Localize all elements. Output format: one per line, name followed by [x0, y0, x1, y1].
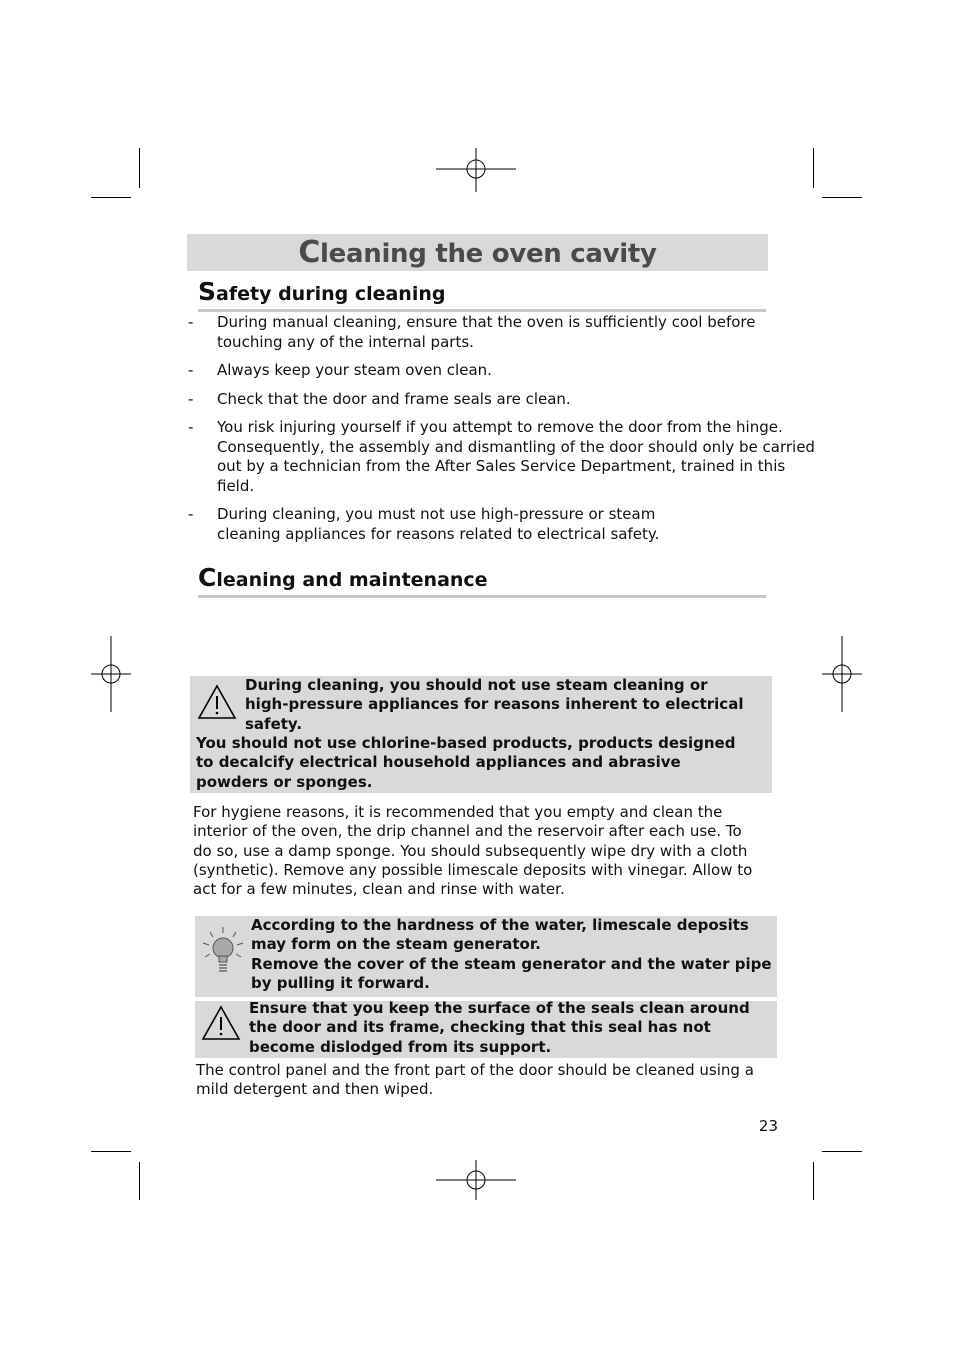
crop-mark	[139, 148, 140, 188]
tip-text: Remove the cover of the steam generator and the water pipe by pulling it forward.	[251, 954, 772, 992]
crop-mark	[813, 148, 814, 188]
crop-mark	[822, 197, 862, 198]
warning-box	[190, 676, 772, 793]
warning-text: During cleaning, you should not use steam cleaning or	[245, 676, 708, 694]
crop-mark	[139, 1162, 140, 1200]
list-item-text: You risk injuring yourself if you attempt to remove the door from the hinge. Consequently, the assembly and dismantling of the door should only be carried out by a technician from the After Sales Service Department, trained in this field.	[217, 418, 815, 495]
page-title: Cleaning the oven cavity	[298, 235, 657, 270]
list-item-text: Always keep your steam oven clean.	[217, 361, 492, 379]
hygiene-paragraph: For hygiene reasons, it is recommended that you empty and clean the interior of the oven, the drip channel and the reservoir after each use. To do so, use a damp sponge. You should subsequently wipe dry with a cloth (synthetic). Remove any possible limescale deposits with vinegar. Allow to act for a few minutes, clean and rinse with water.	[193, 803, 753, 899]
warning-text: safety.	[245, 714, 303, 733]
warning-triangle-icon	[197, 684, 237, 720]
safety-heading-text: Safety during cleaning	[198, 277, 446, 306]
page-number: 23	[758, 1117, 778, 1135]
control-panel-paragraph: The control panel and the front part of the door should be cleaned using a mild detergent and then wiped.	[196, 1061, 754, 1099]
list-item-text: During manual cleaning, ensure that the oven is sufficiently cool before touching any of the internal parts.	[217, 313, 756, 351]
warning-text: high-pressure appliances for reasons inherent to electrical	[245, 695, 744, 714]
registration-mark-icon	[436, 1160, 516, 1200]
warning-text: You should not use chlorine-based products, products designed to decalcify electrical household appliances and abrasive powders or sponges.	[196, 734, 736, 791]
list-item: - Always keep your steam oven clean.	[187, 361, 807, 381]
lightbulb-icon	[201, 925, 245, 979]
tip-box	[195, 916, 777, 997]
list-item: - Check that the door and frame seals are clean.	[187, 390, 807, 410]
tip-text: According to the hardness of the water, limescale deposits may form on the steam generator.	[251, 916, 749, 954]
maintenance-heading-text: Cleaning and maintenance	[198, 563, 488, 592]
maintenance-heading	[198, 563, 766, 598]
list-item: - During manual cleaning, ensure that the oven is sufficiently cool before touching any of the internal parts.	[187, 313, 807, 352]
list-item-text: Check that the door and frame seals are clean.	[217, 389, 571, 408]
page-title-bar	[187, 234, 768, 271]
safety-list	[187, 313, 815, 553]
list-item-text: During cleaning, you must not use high-pressure or steam cleaning appliances for reasons related to electrical safety.	[217, 505, 660, 543]
warning-text: Ensure that you keep the surface of the seals clean around the door and its frame, checking that this seal has not become dislodged from its support.	[249, 999, 750, 1056]
registration-mark-icon	[822, 636, 862, 712]
registration-mark-icon	[91, 636, 131, 712]
crop-mark	[91, 197, 131, 198]
crop-mark	[822, 1151, 862, 1152]
warning-box	[195, 1001, 777, 1058]
warning-triangle-icon	[201, 1005, 241, 1041]
list-item: - You risk injuring yourself if you attempt to remove the door from the hinge. Consequently, the assembly and dismantling of the door should only be carried out by a technician from the After Sales Service Department, trained in this field.	[187, 418, 817, 496]
crop-mark	[813, 1162, 814, 1200]
registration-mark-icon	[436, 148, 516, 192]
safety-heading	[198, 277, 766, 312]
crop-mark	[91, 1151, 131, 1152]
list-item: - During cleaning, you must not use high-pressure or steam cleaning appliances for reasons related to electrical safety.	[187, 505, 717, 544]
